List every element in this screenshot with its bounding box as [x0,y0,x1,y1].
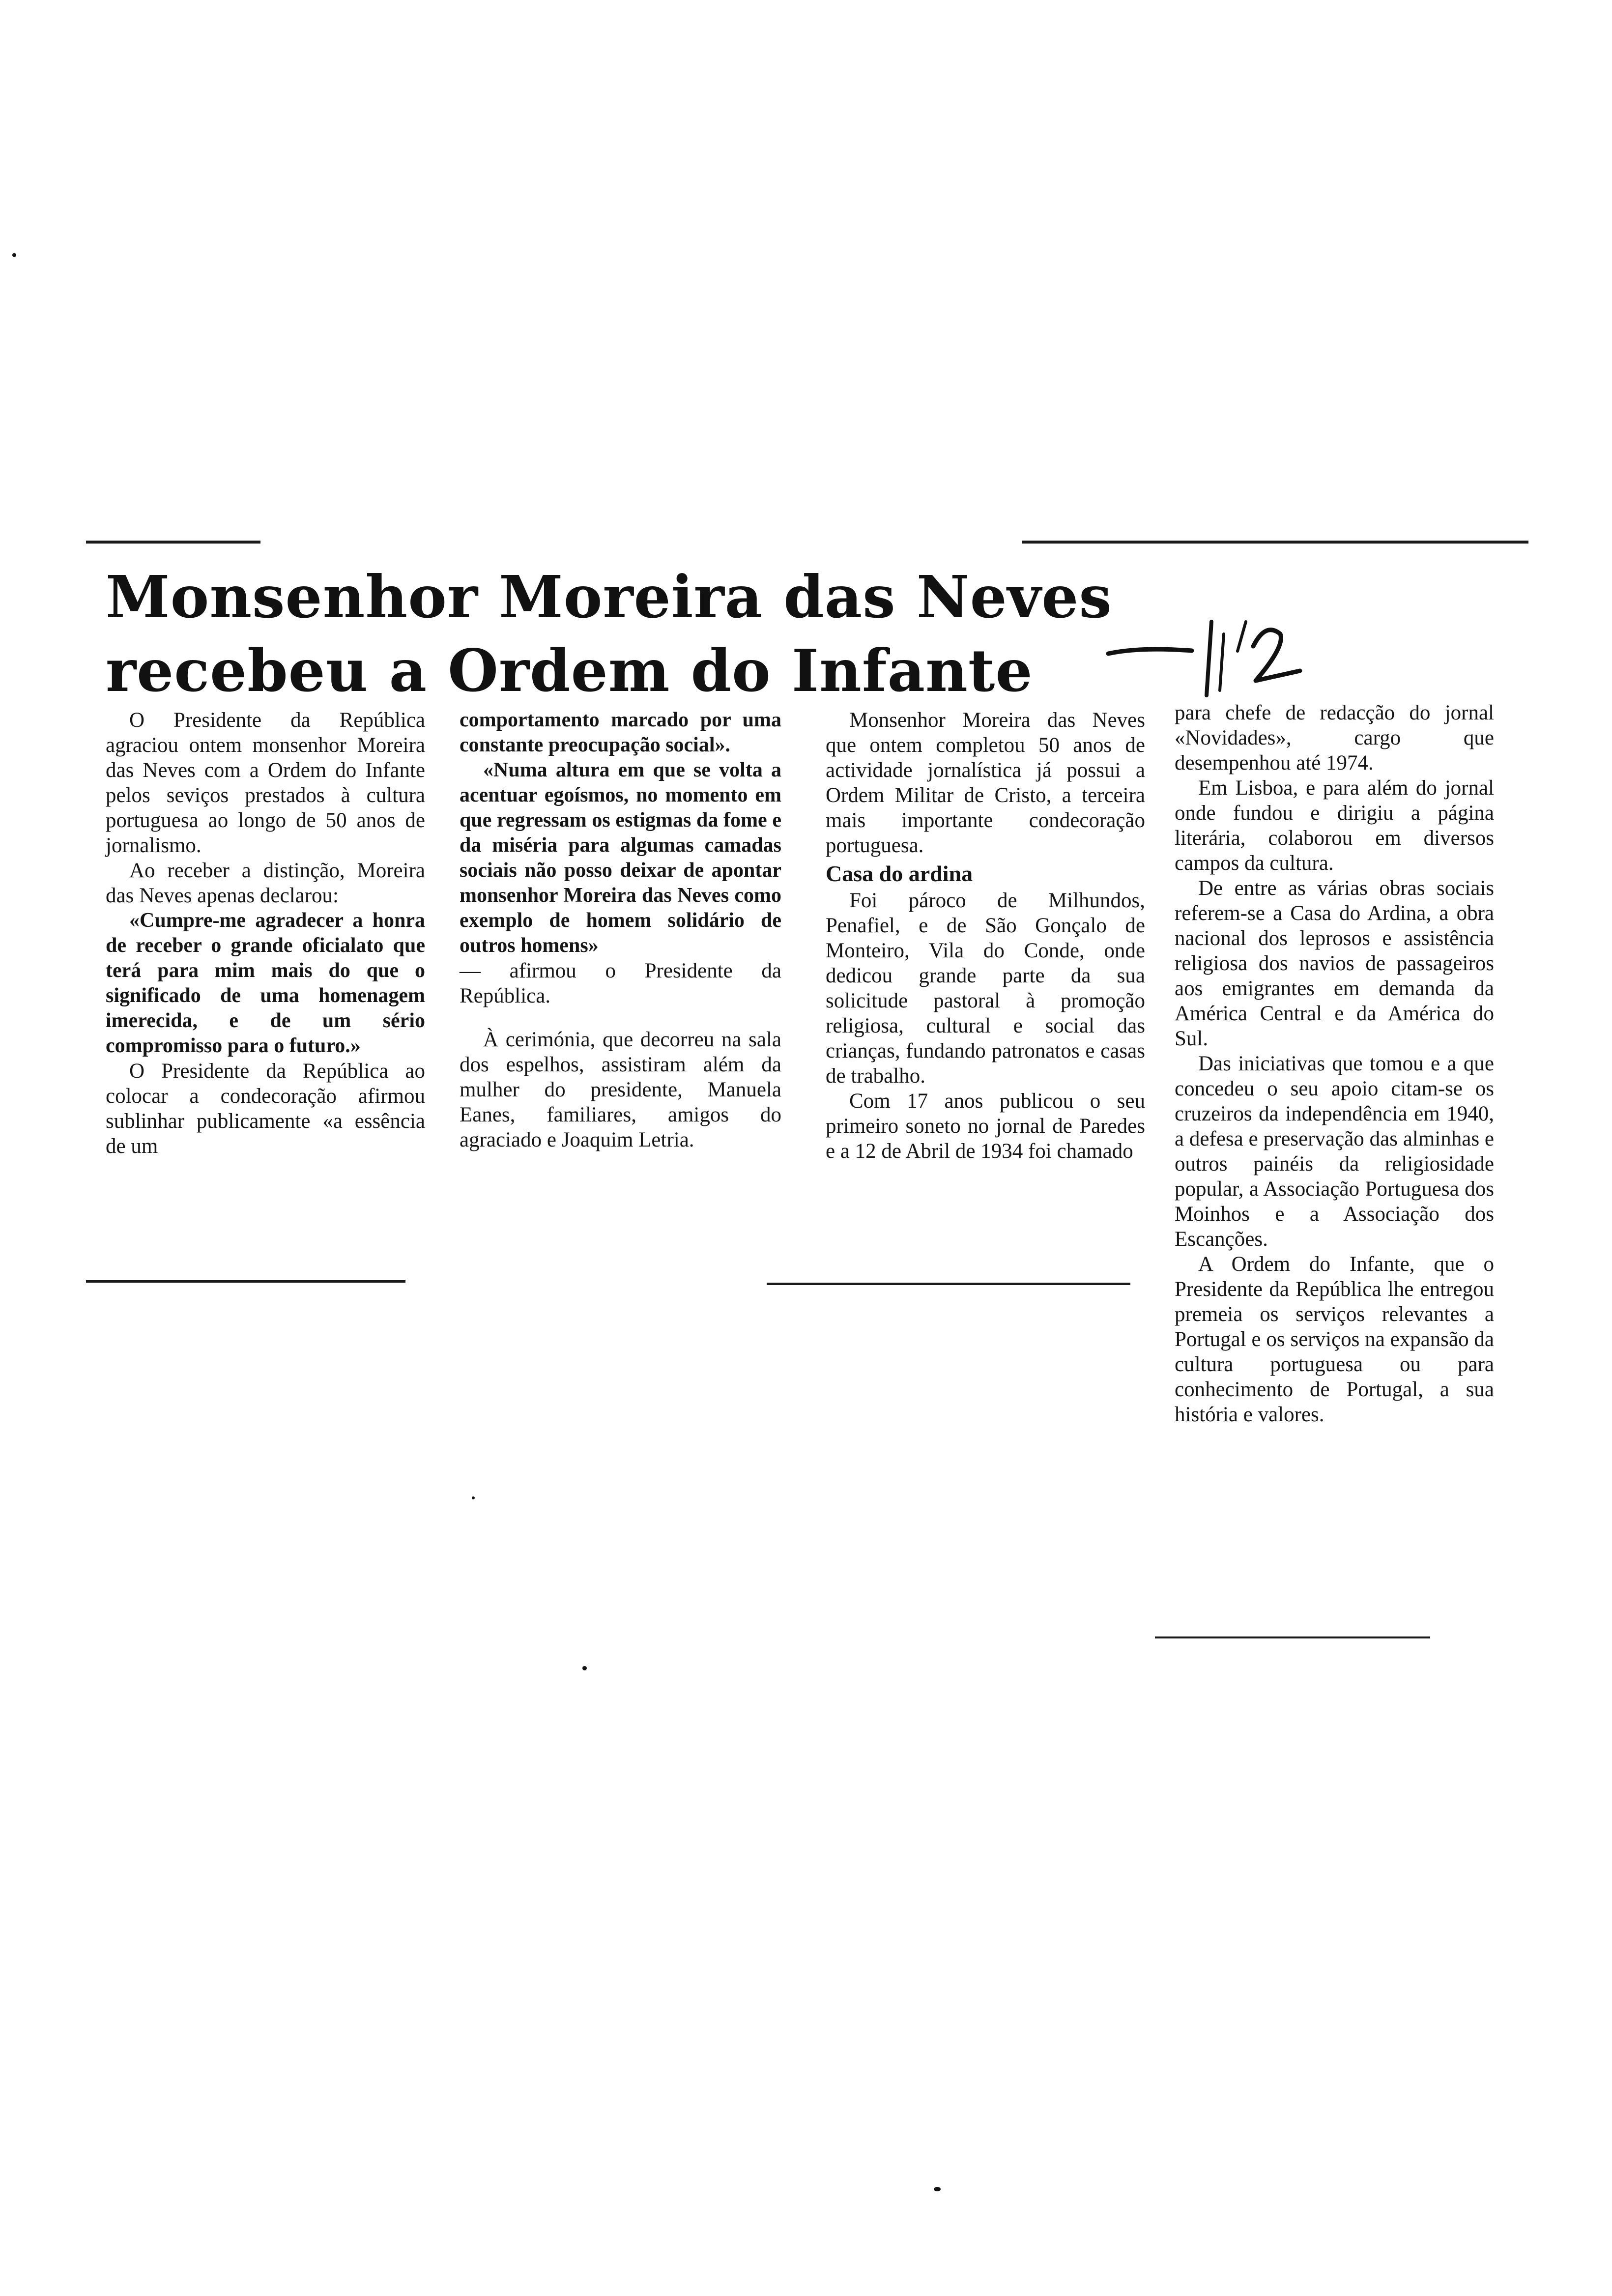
paragraph: A Ordem do Infante, que o Presidente da República lhe entregou premeia os serviços relevantes a Portugal e os serviços na expansão da cultura portuguesa ou para conhecimento de Portugal, a sua história e valores. [1175,1253,1494,1426]
quote-paragraph: comportamento marcado por uma constante preocupação social». [460,709,781,756]
headline-line-1: Monsenhor Moreira das Neves [106,563,1112,631]
quote-paragraph: «Numa altura em que se volta a acentuar egoísmos, no momento em que regressam os estigmas da fome e da miséria para algumas camadas sociais não posso deixar de apontar monsenhor Moreira das Neves como exemplo de homem solidário de outros homens» [460,759,781,957]
paragraph: De entre as várias obras sociais referem-se a Casa do Ardina, a obra nacional dos leprosos e assistência religiosa dos navios de passageiros aos emigrantes em demanda da América Central e da América do Sul. [1175,877,1494,1050]
paragraph: Ao receber a distinção, Moreira das Neves apenas declarou: [106,859,425,907]
paragraph: Monsenhor Moreira das Neves que ontem completou 50 anos de actividade jornalística já possui a Ordem Militar de Cristo, a terceira mais importante condecoração portuguesa. [826,709,1145,857]
scan-speck [12,253,16,257]
subheading: Casa do ardina [826,861,973,886]
article-column-1 [106,708,425,1159]
paragraph: À cerimónia, que decorreu na sala dos espelhos, assistiram além da mulher do presidente, Manuela Eanes, familiares, amigos do agraciado e Joaquim Letria. [460,1028,781,1151]
bottom-rule-right [767,1283,1130,1285]
paragraph: Com 17 anos publicou o seu primeiro soneto no jornal de Paredes e a 12 de Abril de 1934 foi chamado [826,1090,1145,1163]
scan-speck [472,1496,475,1499]
bottom-rule-col4 [1155,1636,1430,1638]
article-column-3 [826,708,1145,1164]
top-rule-right [1022,541,1528,544]
handwritten-annotation [1106,600,1312,708]
headline-line-2: recebeu a Ordem do Infante [106,636,1033,705]
paragraph: — afirmou o Presidente da República. [460,959,781,1007]
article-column-4 [1175,700,1494,1427]
scan-speck [934,2187,941,2191]
article-column-2 [460,708,781,1152]
scan-speck [582,1666,587,1670]
paragraph: para chefe de redacção do jornal «Novidades», cargo que desempenhou até 1974. [1175,701,1494,775]
paragraph: O Presidente da República ao colocar a condecoração afirmou sublinhar publicamente «a essência de um [106,1060,425,1158]
paragraph: Das iniciativas que tomou e a que concedeu o seu apoio citam-se os cruzeiros da independência em 1940, a defesa e preservação das alminhas e outros painéis da religiosidade popular, a Associação Portuguesa dos Moinhos e a Associação dos Escanções. [1175,1052,1494,1251]
bottom-rule-left [86,1280,405,1283]
paragraph: O Presidente da República agraciou ontem monsenhor Moreira das Neves com a Ordem do Infante pelos seviços prestados à cultura portuguesa ao longo de 50 anos de jornalismo. [106,709,425,857]
quote-paragraph: «Cumpre-me agradecer a honra de receber o grande oficialato que terá para mim mais do que o significado de uma homenagem imerecida, e de um sério compromisso para o futuro.» [106,909,425,1057]
top-rule-left [86,541,260,544]
headline [106,560,1112,708]
paragraph: Em Lisboa, e para além do jornal onde fundou e dirigiu a página literária, colaborou em diversos campos da cultura. [1175,776,1494,875]
paragraph: Foi pároco de Milhundos, Penafiel, e de São Gonçalo de Monteiro, Vila do Conde, onde dedicou grande parte da sua solicitude pastoral à promoção religiosa, cultural e social das crianças, fundando patronatos e casas de trabalho. [826,889,1145,1088]
